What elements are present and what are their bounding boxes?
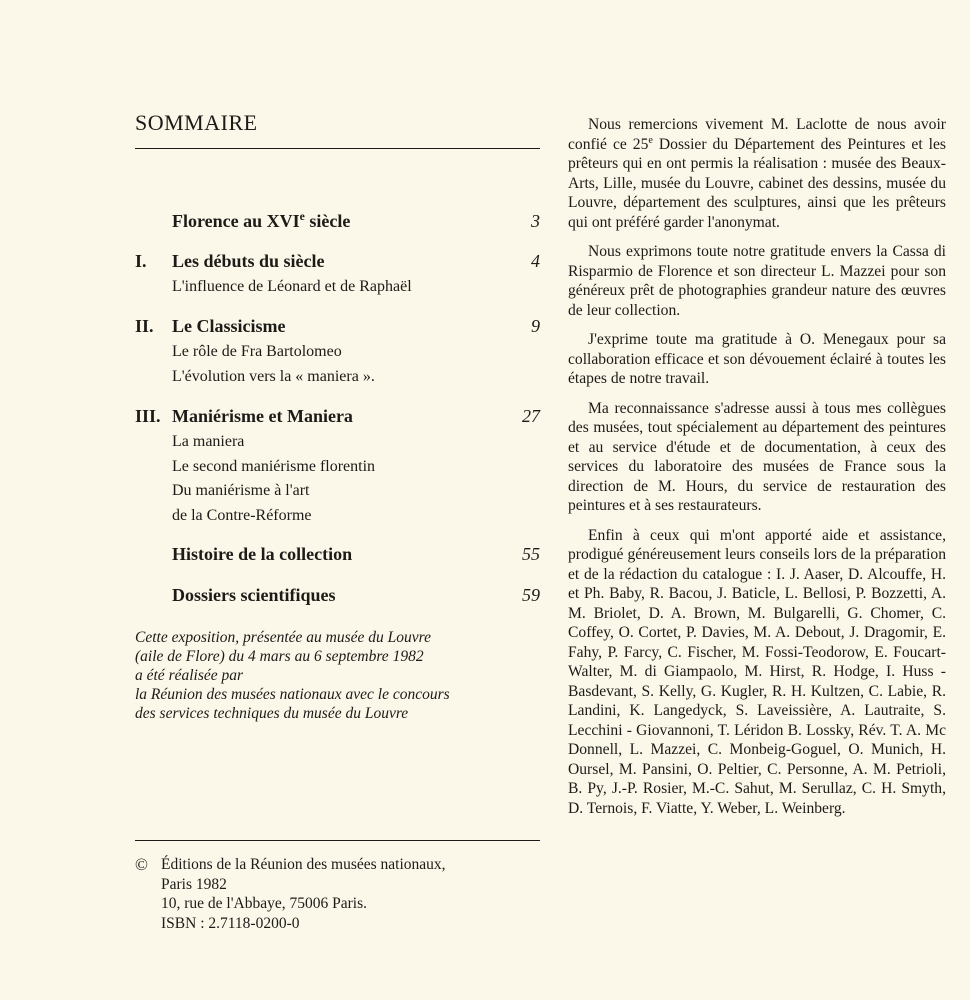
toc-subentry: de la Contre-Réforme [172,506,312,524]
toc-subentries [172,275,412,300]
exhibition-credit [135,628,545,723]
imprint-line: ISBN : 2.7118-0200-0 [161,914,300,932]
toc-entry-page: 9 [531,316,540,336]
toc-entry-page: 4 [531,251,540,271]
credit-line: (aile de Flore) du 4 mars au 6 septembre 1982 [135,648,424,665]
credit-line: des services techniques du musée du Louvre [135,705,409,722]
toc-entry-heading: Florence au XVIe siècle [172,210,351,231]
toc-entry-heading: Le Classicisme [172,316,286,336]
imprint-divider [135,840,540,841]
toc-entry-heading: Histoire de la collection [172,544,353,564]
toc-subentries [172,340,375,389]
toc-entry-heading: Dossiers scientifiques [172,585,336,605]
imprint-line: Paris 1982 [161,875,227,893]
acknowledgement-paragraph: Ma reconnaissance s'adresse aussi à tous mes collègues des musées, tout spécialement au département des peintures et au service d'étude et de documentation, à ceux des services du laboratoire des musées de France sous la direction de M. Hours, du service de restauration des peintures et à ses restaurateurs. [568,399,946,514]
toc-subentry: Du maniérisme à l'art [172,482,310,499]
toc-entry-number: I. [135,251,147,271]
toc-entry-page: 3 [531,211,540,231]
credit-line: Cette exposition, présentée au musée du Louvre [135,629,432,646]
toc-entry-page: 55 [522,544,540,564]
acknowledgements [568,115,946,828]
toc-subentry: Le rôle de Fra Bartolomeo [172,343,342,360]
toc-entry-page: 59 [522,585,540,605]
acknowledgement-paragraph: J'exprime toute ma gratitude à O. Menegaux pour sa collaboration efficace et son dévouement éclairé à toutes les étapes de notre travail. [568,331,946,387]
toc-subentry: La maniera [172,433,245,450]
title-divider [135,148,540,149]
sommaire-title: SOMMAIRE [135,110,258,135]
toc-subentry: L'influence de Léonard et de Raphaël [172,278,412,295]
table-of-contents [135,110,540,605]
toc-entry-heading: Les débuts du siècle [172,251,325,271]
toc-entry-number: II. [135,316,154,336]
copyright-icon: © [135,855,148,874]
acknowledgement-paragraph: Nous exprimons toute notre gratitude envers la Cassa di Risparmio de Florence et son directeur L. Mazzei pour son généreux prêt de photographies grandeur nature des œuvres de leur collection. [568,243,946,319]
toc-entry-number: III. [135,406,161,426]
imprint-line: Éditions de la Réunion des musées nationaux, [161,856,446,873]
imprint-lines [161,855,541,933]
imprint-line: 10, rue de l'Abbaye, 75006 Paris. [161,895,367,912]
toc-entry-heading: Maniérisme et Maniera [172,406,353,426]
acknowledgement-paragraph: Nous remercions vivement M. Laclotte de nous avoir confié ce 25e Dossier du Département des Peintures et les prêteurs qui en ont permis la réalisation : musée des Beaux-Arts, Lille, musée du Louvre, cabinet des dessins, musée du Louvre, département des sculptures, ainsi que les prêteurs qui ont préféré garder l'anonymat. [568,116,946,231]
toc-subentries [172,430,375,528]
credit-line: a été réalisée par [135,667,244,684]
toc-subentry: L'évolution vers la « maniera ». [172,367,375,385]
credit-line: la Réunion des musées nationaux avec le concours [135,686,450,703]
acknowledgement-paragraph: Enfin à ceux qui m'ont apporté aide et assistance, prodigué généreusement leurs conseils lors de la préparation et de la rédaction du catalogue : I. J. Aaser, D. Alcouffe, H. et Ph. Baby, R. Bacou, J. Baticle, L. Bellosi, P. Bozzetti, A. M. Briolet, D. A. Brown, M. Bulgarelli, G. Chomer, C. Coffey, O. Cortet, P. Davies, M. A. Debout, J. Dragomir, E. Fahy, P. Farcy, C. Fischer, M. Fossi-Teodorow, E. Foucart-Walter, M. di Giampaolo, M. Hirst, R. Hodge, I. Huss - Basdevant, S. Kelly, G. Kugler, R. H. Kultzen, C. Labie, R. Landini, K. Langedyck, S. Laveissière, A. Lautraite, S. Lecchini - Giovannoni, T. Léridon B. Lossky, Rév. T. A. Mc Donnell, L. Mazzei, C. Monbeig-Goguel, O. Munich, H. Oursel, M. Pansini, O. Peltier, C. Personne, A. M. Petrioli, B. Py, J.-P. Rosier, M.-C. Sahut, M. Serullaz, C. H. Smyth, D. Ternois, F. Viatte, Y. Weber, L. Weinberg. [568,526,946,817]
toc-subentry: Le second maniérisme florentin [172,457,376,475]
toc-entry-page: 27 [522,406,540,426]
